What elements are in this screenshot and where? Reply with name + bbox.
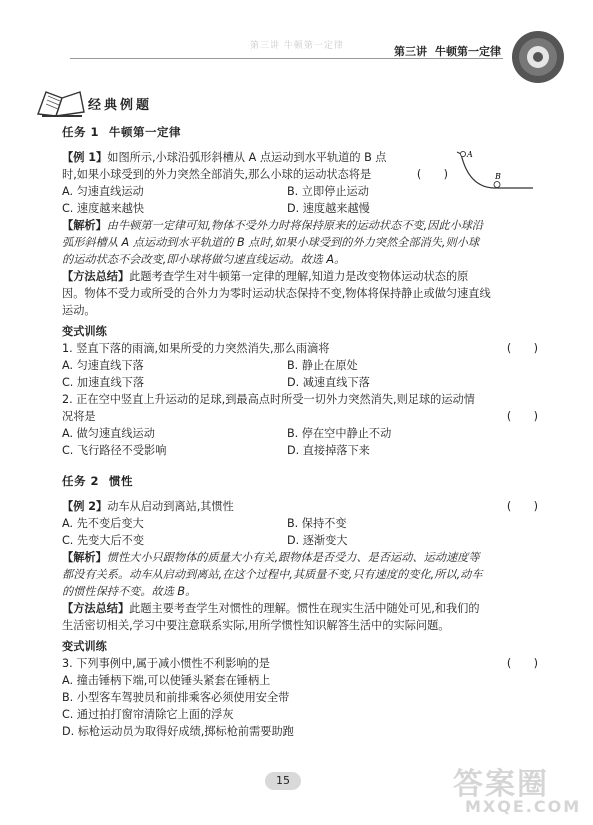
example1-text2: 时,如果小球受到的外力突然全部消失,那么小球的运动状态将是 [62,168,372,181]
q2-line2 [62,408,542,425]
q1-option-c: C. 加速直线下落 [62,376,145,389]
example2-option-b: B. 保持不变 [287,517,347,530]
analysis2-label: 【解析】 [62,551,107,564]
section-title [36,88,216,118]
analysis2 [62,549,542,600]
example2-option-c: C. 先变大后不变 [62,534,145,547]
q3-option-d: D. 标枪运动员为取得好成绩,掷标枪前需要助跑 [62,725,294,738]
practice1-label: 变式训练 [62,325,107,338]
method2-line2: 生活密切相关,学习中要注意联系实际,用所学惯性知识解答生活中的实际问题。 [62,619,450,632]
task2-label: 任务 2 [62,474,100,488]
example1-option-a: A. 匀速直线运动 [62,185,144,198]
example2-option-a: A. 先不变后变大 [62,517,144,530]
example1-line1 [62,149,452,166]
watermark-line1: 答案圈 [453,767,549,802]
q2-option-d: D. 直接掉落下来 [287,444,370,457]
label-a: A [467,150,473,159]
header-faint-text: 第三讲 牛顿第一定律 [250,41,344,51]
q3-option-b: B. 小型客车驾驶员和前排乘客必须使用安全带 [62,691,290,704]
analysis1-line2: 弧形斜槽从 A 点运动到水平轨道的 B 点时,如果小球受到的外力突然全部消失,则小球 [62,236,480,249]
lecture-label: 第三讲 [394,45,427,58]
method1-line3: 运动。 [62,304,96,317]
q1-option-b: B. 静止在原处 [287,359,358,372]
method1-line1: 此题考查学生对牛顿第一定律的理解,知道力是改变物体运动状态的原 [129,270,469,283]
q1-text: 1. 竖直下落的雨滴,如果所受的力突然消失,那么雨滴将 [62,342,330,355]
example2-options-row1 [62,515,542,532]
q2-option-b: B. 停在空中静止不动 [287,427,392,440]
analysis1-line1: 由牛顿第一定律可知,物体不受外力时将保持原来的运动状态不变,因此小球沿 [106,219,484,232]
q2-paren: ( ) [506,410,538,423]
task1-title: 牛顿第一定律 [109,125,182,139]
q2-option-c: C. 飞行路径不受影响 [62,444,167,457]
q3-option-a: A. 撞击锤柄下端,可以使锤头紧套在锤柄上 [62,674,271,687]
method2 [62,600,542,634]
q2-option-a: A. 做匀速直线运动 [62,427,155,440]
example2-option-d: D. 逐渐变大 [287,534,348,547]
task1-heading [62,124,542,141]
q1-options-row2 [62,374,542,391]
q1-option-a: A. 匀速直线下落 [62,359,144,372]
header-disc-icon [511,30,565,84]
example1-label: 【例 1】 [62,151,108,164]
q2-text2: 况将是 [62,410,96,423]
method1-label: 【方法总结】 [62,270,130,283]
label-b: B [495,172,501,181]
watermark [435,759,585,819]
q3-paren: ( ) [506,657,538,670]
q2-options-row1 [62,425,542,442]
book-icon [36,88,86,118]
q1-option-d: D. 减速直线下落 [287,376,370,389]
analysis2-line3: 的惯性保持不变。故选 B。 [62,585,197,598]
page-header [0,0,593,60]
task2-heading [62,473,542,490]
chapter-heading [394,43,501,59]
q2-options-row2 [62,442,542,459]
method2-line1: 此题主要考查学生对惯性的理解。惯性在现实生活中随处可见,和我们的 [129,602,480,615]
task1-label: 任务 1 [62,125,100,139]
q3-line [62,655,542,672]
analysis1 [62,217,542,268]
chapter-title: 牛顿第一定律 [435,45,501,58]
section-title-text: 经典例题 [88,98,153,113]
q2-line1: 2. 正在空中竖直上升运动的足球,到最高点时所受一切外力突然消失,则足球的运动情 [62,393,475,406]
watermark-line2: MXQE.COM [465,797,582,816]
example1-option-d: D. 速度越来越慢 [287,202,370,215]
q1-options-row1 [62,357,542,374]
example1-line2 [62,166,452,183]
page-number: 15 [265,772,301,790]
example1-option-b: B. 立即停止运动 [287,185,369,198]
example2-paren: ( ) [506,500,538,513]
example2-label: 【例 2】 [62,500,108,513]
q1-line [62,340,542,357]
example1-options-row1 [62,183,542,200]
example2-text: 动车从启动到离站,其惯性 [107,500,234,513]
q1-paren: ( ) [506,342,538,355]
method1-line2: 因。物体不受力或所受的合外力为零时运动状态保持不变,物体将保持静止或做匀速直线 [62,287,491,300]
analysis2-line1: 惯性大小只跟物体的质量大小有关,跟物体是否受力、是否运动、运动速度等 [106,551,480,564]
main-content [62,118,542,740]
example1-options-row2 [62,200,542,217]
practice2-label: 变式训练 [62,640,107,653]
analysis1-label: 【解析】 [62,219,107,232]
example2-options-row2 [62,532,542,549]
header-rule [70,58,503,59]
example1-text1: 如图所示,小球沿弧形斜槽从 A 点运动到水平轨道的 B 点 [107,151,387,164]
q3-text: 3. 下列事例中,属于减小惯性不利影响的是 [62,657,270,670]
method2-label: 【方法总结】 [62,602,130,615]
method1 [62,268,542,319]
example1-option-c: C. 速度越来越快 [62,202,145,215]
example1-paren: ( ) [416,168,448,181]
task2-title: 惯性 [109,474,134,488]
example2-line [62,498,542,515]
q3-option-c: C. 通过拍打窗帘清除它上面的浮灰 [62,708,234,721]
analysis1-line3: 的运动状态不会改变,即小球将做匀速直线运动。故选 A。 [62,253,346,266]
analysis2-line2: 都没有关系。动车从启动到离站,在这个过程中,其质量不变,只有速度的变化,所以,动车 [62,568,483,581]
